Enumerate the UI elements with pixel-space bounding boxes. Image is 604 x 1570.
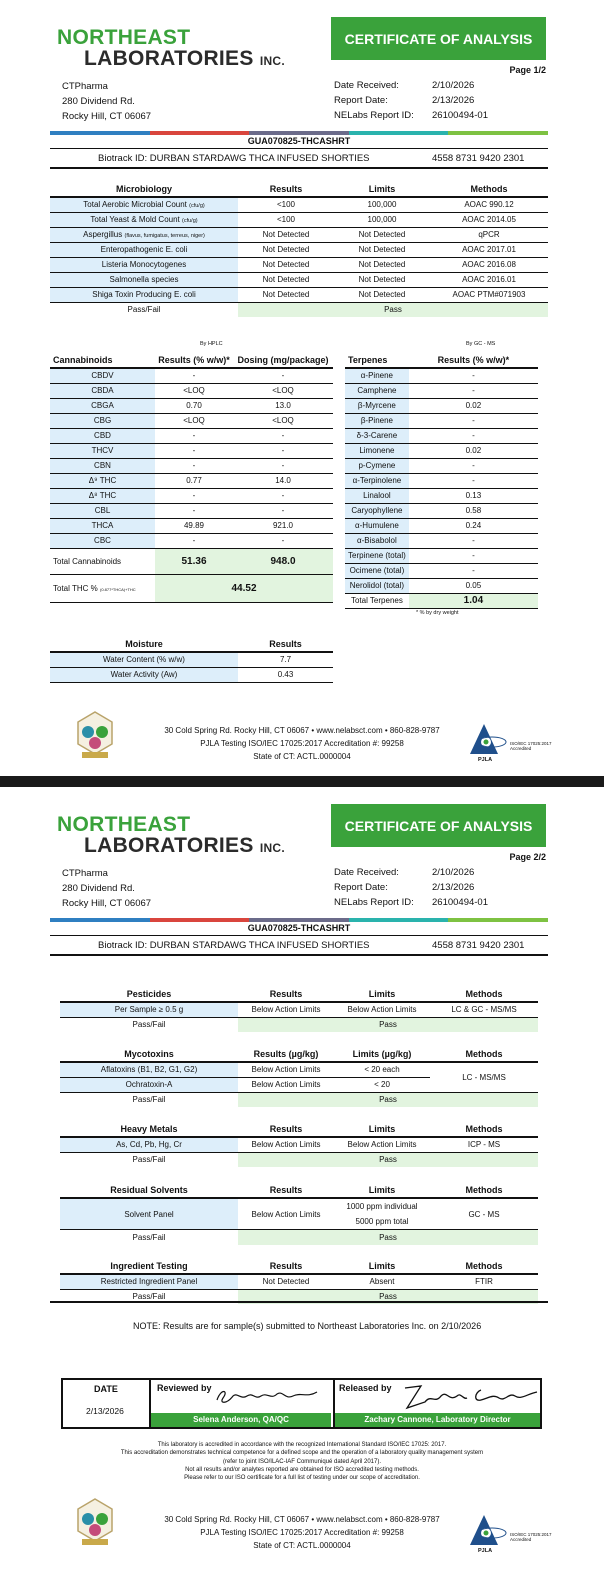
terpene-row: Limonene 0.02 [345, 443, 538, 458]
report-page-2: NORTHEAST LABORATORIES INC. CERTIFICATE OF ANALYSIS Page 2/2 CTPharma 280 Dividend Rd. Rocky Hill, CT 06067 Date Received: 2/10/2026 Report Date: 2/13/2026 NELabs Report ID: 26100494-01 GUA070825-THCASHRT Biotrack ID: DURBAN STARDAWG THCA INFUSED SHORTIES 4558 8731 9420 2301 Pesticides Results Limits Methods Per Sample ≥ 0.5 g Below Action Limits Below Action Limits LC & GC - MS/MS Pass/Fail Pass Mycotoxins Results (µg/kg) Limits (µg/kg) Methods Aflatoxins (B1, B2, G1, G2) Below Action Limits < 20 each LC - MS/MS Ochratoxin-A Below Action Limits < 20 Pass/Fail Pass Heavy Metals Results Limits Methods As, Cd, Pb, Hg, Cr Below Action Limits Below Action Limits ICP - MS Pass/Fail Pass Residual Solvents Results Limits Methods Solvent Panel Below Action Limits 1000 ppm individual 5000 ppm total GC - MS Pass/Fail Pass Ingredient Testing Results Limits Methods Restricted Ingredient Panel Not Detected Absent FTIR Pass/Fail Pass NOTE: Results are for sample(s) submitted to Northeast Laboratories Inc. on 2/10/2026 DATE 2/13/2026 Reviewed by Released by Selena Anderson, QA/QC Zachary Cannone, Laboratory Director This laboratory is accredited in accordance with the recognized International Standard ISO/IEC 17025: 2017. This accreditation demonstrates technical competence for a defined scope and the operation of a laboratory quality management system (refer to joint ISO/ILAC-IAF Communiqué dated April 2017). Not all results and/or analytes reported are obtained for ISO accredited testing methods. Please refer to our ISO certificate for a full list of testing under our scope of accreditation. 30 Cold Spring Rd. Rocky Hill, CT 06067 • www.nelabsct.com • 860-828-9787 PJLA Testing ISO/IEC 17025:2017 Accreditation #: 99258 State of CT: ACTL.0000004 PJLA ISO/IEC 17025:2017 Accredited [0, 787, 604, 1570]
submission-note: NOTE: Results are for sample(s) submitted to Northeast Laboratories Inc. on 2/10/2026 [133, 1321, 482, 1331]
page-number: Page 1/2 [509, 65, 546, 75]
solvents-passfail: Pass [238, 1230, 538, 1245]
company-logo: NORTHEAST LABORATORIES INC. [57, 26, 286, 70]
moisture-table: Moisture Results Water Content (% w/w) 7.7 Water Activity (Aw) 0.43 [50, 636, 333, 683]
signature-box: DATE 2/13/2026 Reviewed by Released by Selena Anderson, QA/QC Zachary Cannone, Laboratory Director [61, 1378, 542, 1429]
gcms-label: By GC - MS [466, 341, 496, 347]
terpene-row: Linalool 0.13 [345, 488, 538, 503]
micro-row: Aspergillus (flavus, fumigatus, terreus, niger) Not Detected Not Detected qPCR [50, 227, 548, 242]
moisture-row: Water Content (% w/w) 7.7 [50, 652, 333, 667]
total-dose: 948.0 [233, 548, 333, 574]
releaser-name: Zachary Cannone, Laboratory Director [335, 1413, 540, 1427]
client-address: CTPharma 280 Dividend Rd. Rocky Hill, CT 06067 [62, 81, 152, 122]
biotrack-product: Biotrack ID: DURBAN STARDAWG THCA INFUSED SHORTIES [98, 153, 370, 164]
terpene-row: Camphene - [345, 383, 538, 398]
report-meta: Date Received: 2/10/2026 Report Date: 2/13/2026 NELabs Report ID: 26100494-01 [334, 80, 488, 121]
cannabinoids-table: Cannabinoids Results (% w/w)* Dosing (mg/package) CBDV - - CBDA <LOQ <LOQ CBGA 0.70 13.0 CBG <LOQ <LOQ CBD - - THCV - - CBN - - Δ⁹ THC 0.77 14.0 Δ⁸ THC - - CBL - - THCA 49.89 921.0 CBC - - Total Cannabinoids 51.36 948.0 Total THC % (0.877*THCA)+THC 44.52 [50, 352, 333, 603]
color-strip [50, 918, 548, 922]
terpene-row: α-Humulene 0.24 [345, 518, 538, 533]
cannabinoid-row: THCV - - [50, 443, 333, 458]
company-logo: NORTHEAST LABORATORIES INC. [57, 813, 286, 857]
cannabinoid-row: THCA 49.89 921.0 [50, 518, 333, 533]
micro-passfail: Pass [238, 302, 548, 317]
total-terpenes: 1.04 [409, 593, 538, 608]
terpene-row: δ-3-Carene - [345, 428, 538, 443]
cannabinoid-row: CBDV - - [50, 368, 333, 383]
moisture-row: Water Activity (Aw) 0.43 [50, 667, 333, 682]
mycotoxins-table: Mycotoxins Results (µg/kg) Limits (µg/kg) Methods Aflatoxins (B1, B2, G1, G2) Below Action Limits < 20 each LC - MS/MS Ochratoxin-A Below Action Limits < 20 Pass/Fail Pass [60, 1046, 538, 1107]
terpene-row: Ocimene (total) - [345, 563, 538, 578]
client-address: CTPharma 280 Dividend Rd. Rocky Hill, CT 06067 [62, 868, 152, 909]
terpene-row: p-Cymene - [345, 458, 538, 473]
ingredient-passfail: Pass [238, 1289, 538, 1304]
sample-code: GUA070825-THCASHRT [247, 136, 351, 146]
hplc-label: By HPLC [200, 341, 223, 347]
ingredient-testing-table: Ingredient Testing Results Limits Methods Restricted Ingredient Panel Not Detected Absent FTIR Pass/Fail Pass [60, 1258, 538, 1304]
page-number: Page 2/2 [509, 852, 546, 862]
terpene-row: α-Pinene - [345, 368, 538, 383]
cannabinoid-row: CBC - - [50, 533, 333, 548]
reviewer-name: Selena Anderson, QA/QC [151, 1413, 331, 1427]
accreditation-statement: This laboratory is accredited in accordance with the recognized International Standard ISO/IEC 17025: 2017. This accreditation demonstrates technical competence for a defined scope and the operation of a laboratory quality management system (refer to joint ISO/ILAC-IAF Communiqué dated April 2017). Not all results and/or analytes reported are obtained for ISO accredited testing methods. Please refer to our ISO certificate for a full list of testing under our scope of accreditation. [120, 1442, 484, 1482]
cannabinoid-row: CBG <LOQ <LOQ [50, 413, 333, 428]
pesticides-table: Pesticides Results Limits Methods Per Sample ≥ 0.5 g Below Action Limits Below Action Limits LC & GC - MS/MS Pass/Fail Pass [60, 986, 538, 1032]
biotrack-product: Biotrack ID: DURBAN STARDAWG THCA INFUSED SHORTIES [98, 940, 370, 951]
cannabinoid-row: Δ⁸ THC - - [50, 488, 333, 503]
terpene-row: β-Myrcene 0.02 [345, 398, 538, 413]
micro-row: Total Aerobic Microbial Count (cfu/g) <100 100,000 AOAC 990.12 [50, 197, 548, 212]
color-strip [50, 131, 548, 135]
mycotoxins-passfail: Pass [238, 1092, 538, 1107]
footer: 30 Cold Spring Rd. Rocky Hill, CT 06067 • www.nelabsct.com • 860-828-9787 PJLA Testing ISO/IEC 17025:2017 Accreditation #: 99258 State of CT: ACTL.0000004 [164, 1515, 440, 1550]
cannabinoid-row: CBL - - [50, 503, 333, 518]
total-cannabinoids: 51.36 [155, 548, 233, 574]
report-meta: Date Received: 2/10/2026 Report Date: 2/13/2026 NELabs Report ID: 26100494-01 [334, 867, 488, 908]
cannabinoid-row: CBDA <LOQ <LOQ [50, 383, 333, 398]
footer: 30 Cold Spring Rd. Rocky Hill, CT 06067 • www.nelabsct.com • 860-828-9787 PJLA Testing ISO/IEC 17025:2017 Accreditation #: 99258 State of CT: ACTL.0000004 [164, 726, 440, 761]
certificate-banner: CERTIFICATE OF ANALYSIS [331, 17, 546, 60]
terpene-row: Terpinene (total) - [345, 548, 538, 563]
terpene-row: Nerolidol (total) 0.05 [345, 578, 538, 593]
dry-weight-note: * % by dry weight [416, 610, 459, 616]
terpene-row: Caryophyllene 0.58 [345, 503, 538, 518]
cannabinoid-row: CBGA 0.70 13.0 [50, 398, 333, 413]
microbiology-table: Microbiology Results Limits Methods Total Aerobic Microbial Count (cfu/g) <100 100,000 AOAC 990.12 Total Yeast & Mold Count (cfu/g) <100 100,000 AOAC 2014.05 Aspergillus (flavus, fumigatus, terreus, niger) Not Detected Not Detected qPCR Enteropathogenic E. coli Not Detected Not Detected AOAC 2017.01 Listeria Monocytogenes Not Detected Not Detected AOAC 2016.08 Salmonella species Not Detected Not Detected AOAC 2016.01 Shiga Toxin Producing E. coli Not Detected Not Detected AOAC PTM#071903 Pass/Fail Pass [50, 181, 548, 317]
cannabinoid-row: CBD - - [50, 428, 333, 443]
terpene-row: α-Terpinolene - [345, 473, 538, 488]
pesticides-passfail: Pass [238, 1017, 538, 1032]
cannabinoid-row: Δ⁹ THC 0.77 14.0 [50, 473, 333, 488]
micro-row: Shiga Toxin Producing E. coli Not Detected Not Detected AOAC PTM#071903 [50, 287, 548, 302]
reviewer-signature-icon [211, 1382, 323, 1412]
micro-row: Salmonella species Not Detected Not Detected AOAC 2016.01 [50, 272, 548, 287]
terpenes-table: Terpenes Results (% w/w)* α-Pinene - Camphene - β-Myrcene 0.02 β-Pinene - δ-3-Carene - Limonene 0.02 p-Cymene - α-Terpinolene - Linalool 0.13 Caryophyllene 0.58 α-Humulene 0.24 α-Bisabolol - Terpinene (total) - Ocimene (total) - Nerolidol (total) 0.05 Total Terpenes 1.04 [345, 352, 538, 609]
biotrack-id: 4558 8731 9420 2301 [432, 940, 525, 951]
terpene-row: α-Bisabolol - [345, 533, 538, 548]
micro-row: Enteropathogenic E. coli Not Detected Not Detected AOAC 2017.01 [50, 242, 548, 257]
terpene-row: β-Pinene - [345, 413, 538, 428]
report-page-1: NORTHEAST LABORATORIES INC. CERTIFICATE OF ANALYSIS Page 1/2 CTPharma 280 Dividend Rd. Rocky Hill, CT 06067 Date Received: 2/10/2026 Report Date: 2/13/2026 NELabs Report ID: 26100494-01 GUA070825-THCASHRT Biotrack ID: DURBAN STARDAWG THCA INFUSED SHORTIES 4558 8731 9420 2301 Microbiology Results Limits Methods Total Aerobic Microbial Count (cfu/g) <100 100,000 AOAC 990.12 Total Yeast & Mold Count (cfu/g) <100 100,000 AOAC 2014.05 Aspergillus (flavus, fumigatus, terreus, niger) Not Detected Not Detected qPCR Enteropathogenic E. coli Not Detected Not Detected AOAC 2017.01 Listeria Monocytogenes Not Detected Not Detected AOAC 2016.08 Salmonella species Not Detected Not Detected AOAC 2016.01 Shiga Toxin Producing E. coli Not Detected Not Detected AOAC PTM#071903 Pass/Fail Pass By HPLC Cannabinoids Results (% w/w)* Dosing (mg/package) CBDV - - CBDA <LOQ <LOQ CBGA 0.70 13.0 CBG <LOQ <LOQ CBD - - THCV - - CBN - - Δ⁹ THC 0.77 14.0 Δ⁸ THC - - CBL - - THCA 49.89 921.0 CBC - - Total Cannabinoids 51.36 948.0 Total THC % (0.877*THCA)+THC 44.52 By GC - MS Terpenes Results (% w/w)* α-Pinene - Camphene - β-Myrcene 0.02 β-Pinene - δ-3-Carene - Limonene 0.02 p-Cymene - α-Terpinolene - Linalool 0.13 Caryophyllene 0.58 α-Humulene 0.24 α-Bisabolol - Terpinene (total) - Ocimene (total) - Nerolidol (total) 0.05 Total Terpenes 1.04 * % by dry weight Moisture Results Water Content (% w/w) 7.7 Water Activity (Aw) 0.43 30 Cold Spring Rd. Rocky Hill, CT 06067 • www.nelabsct.com • 860-828-9787 PJLA Testing ISO/IEC 17025:2017 Accreditation #: 99258 State of CT: ACTL.0000004 PJLA ISO/IEC 17025:2017 Accredited [0, 0, 604, 776]
heavy-metals-table: Heavy Metals Results Limits Methods As, Cd, Pb, Hg, Cr Below Action Limits Below Action Limits ICP - MS Pass/Fail Pass [60, 1121, 538, 1167]
releaser-signature-icon [401, 1380, 541, 1414]
residual-solvents-table: Residual Solvents Results Limits Methods Solvent Panel Below Action Limits 1000 ppm individual 5000 ppm total GC - MS Pass/Fail Pass [60, 1182, 538, 1245]
total-thc: 44.52 [155, 574, 333, 602]
micro-row: Listeria Monocytogenes Not Detected Not Detected AOAC 2016.08 [50, 257, 548, 272]
micro-row: Total Yeast & Mold Count (cfu/g) <100 100,000 AOAC 2014.05 [50, 212, 548, 227]
metals-passfail: Pass [238, 1152, 538, 1167]
certificate-banner: CERTIFICATE OF ANALYSIS [331, 804, 546, 847]
biotrack-id: 4558 8731 9420 2301 [432, 153, 525, 164]
cannabinoid-row: CBN - - [50, 458, 333, 473]
sample-code: GUA070825-THCASHRT [247, 923, 351, 933]
